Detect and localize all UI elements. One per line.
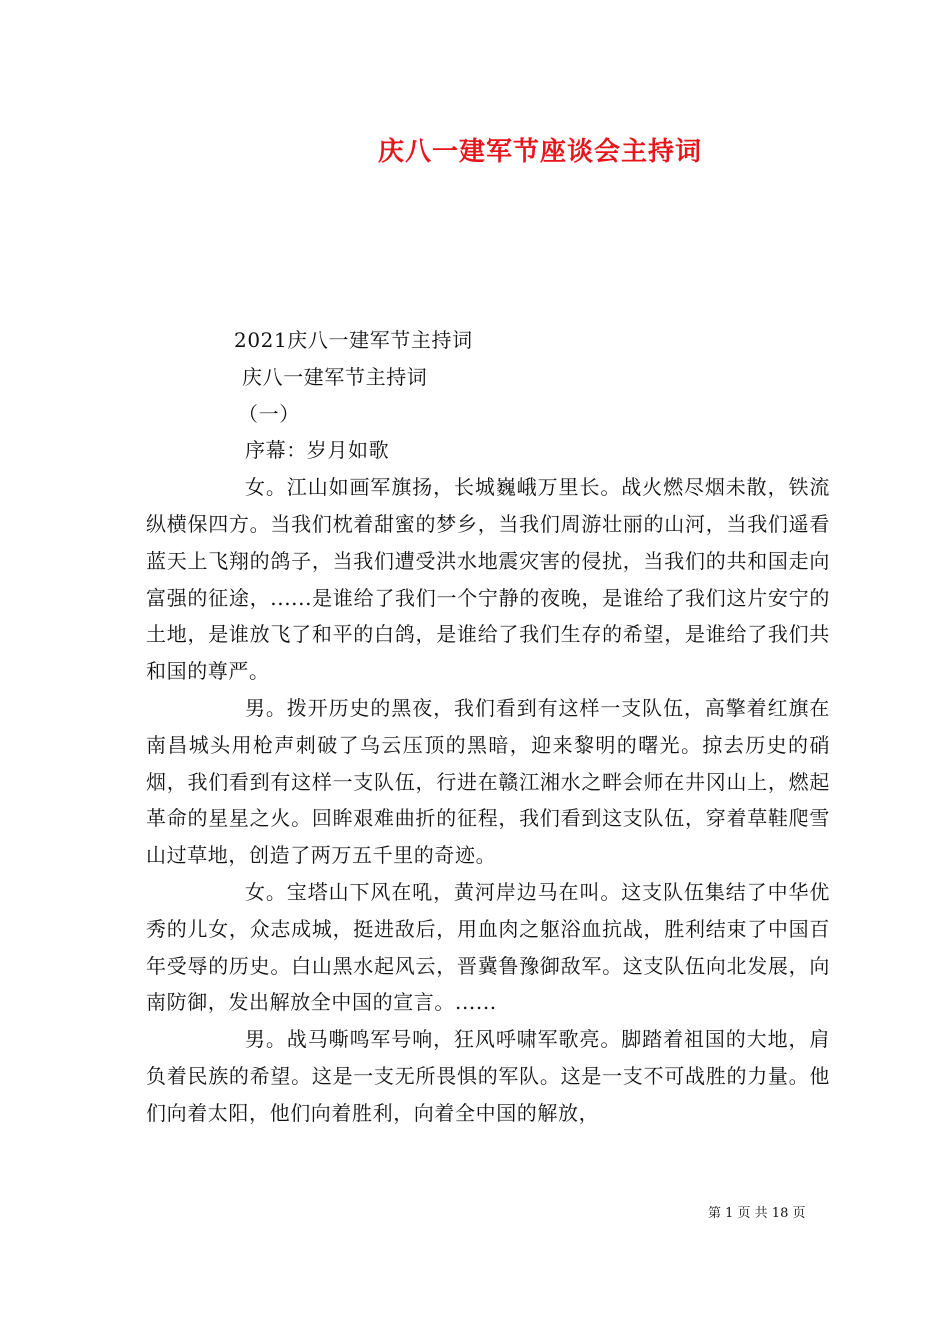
page-number: 第 1 页 共 18 页 <box>708 1206 806 1221</box>
paragraph-male-1: 男。拨开历史的黑夜，我们看到有这样一支队伍，高擎着红旗在南昌城头用枪声刺破了乌云压顶的黑暗，迎来黎明的曙光。掠去历史的硝烟，我们看到有这样一支队伍，行进在赣江湘水之畔会师在井冈山上，燃起革命的星星之火。回眸艰难曲折的征程，我们看到这支队伍，穿着草鞋爬雪山过草地，创造了两万五千里的奇迹。 <box>146 695 830 868</box>
paragraph-female-2: 女。宝塔山下风在吼，黄河岸边马在叫。这支队伍集结了中华优秀的儿女，众志成城，挺进敌后，用血肉之躯浴血抗战，胜利结束了中国百年受辱的历史。白山黑水起风云，晋冀鲁豫御敌军。这支队伍向北发展，向南防御，发出解放全中国的宣言。...... <box>146 879 830 1015</box>
document-body <box>146 322 830 1132</box>
prelude-heading: 序幕：岁月如歌 <box>245 438 390 463</box>
document-title: 庆八一建军节座谈会主持词 <box>377 137 702 167</box>
heading-year: 2021庆八一建军节主持词 <box>234 328 473 352</box>
paragraph-male-2: 男。战马嘶鸣军号响，狂风呼啸军歌亮。脚踏着祖国的大地，肩负着民族的希望。这是一支无所畏惧的军队。这是一支不可战胜的力量。他们向着太阳，他们向着胜利，向着全中国的解放， <box>146 1027 830 1125</box>
heading-subtitle: 庆八一建军节主持词 <box>242 364 428 389</box>
paragraph-female-1: 女。江山如画军旗扬，长城巍峨万里长。战火燃尽烟未散，铁流纵横保四方。当我们枕着甜蜜的梦乡，当我们周游壮丽的山河，当我们遥看蓝天上飞翔的鸽子，当我们遭受洪水地震灾害的侵扰，当我们的共和国走向富强的征途，......是谁给了我们一个宁静的夜晚，是谁给了我们这片安宁的土地，是谁放飞了和平的白鸽，是谁给了我们生存的希望，是谁给了我们共和国的尊严。 <box>146 475 830 684</box>
section-marker: （一） <box>238 401 300 426</box>
